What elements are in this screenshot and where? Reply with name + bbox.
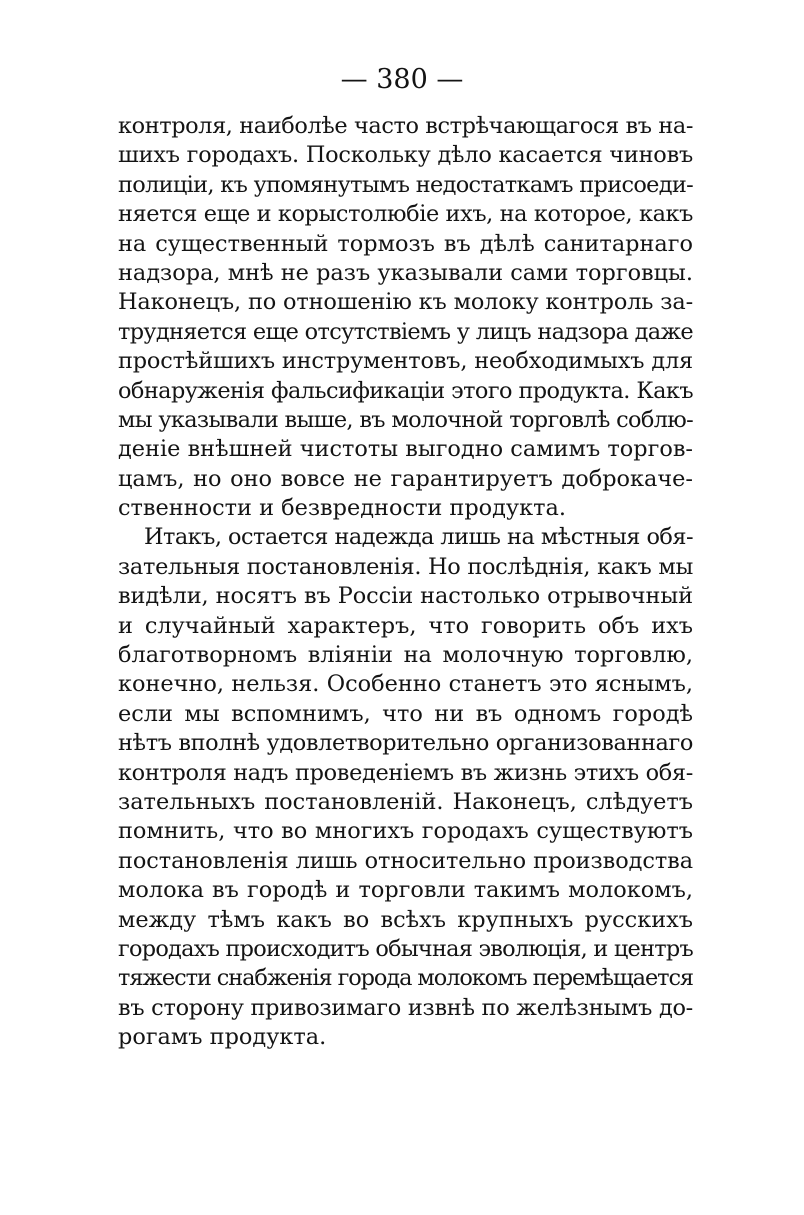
text-line: няется еще и корыстолюбіе ихъ, на которое, какъ xyxy=(118,201,693,228)
text-line: постановленія лишь относительно производства xyxy=(118,847,693,874)
text-line: контроля, наиболѣе часто встрѣчающагося въ на- xyxy=(118,113,693,139)
text-line: если мы вспомнимъ, что ни въ одномъ городѣ xyxy=(118,700,693,727)
text-line: между тѣмъ какъ во всѣхъ крупныхъ русскихъ xyxy=(118,906,693,933)
text-line: помнить, что во многихъ городахъ существуютъ xyxy=(118,818,693,845)
text-line: обнаруженія фальсификаціи этого продукта. Какъ xyxy=(118,377,693,404)
text-line: ственности и безвредности продукта. xyxy=(118,495,566,522)
text-line: на существенный тормозъ въ дѣлѣ санитарнаго xyxy=(118,230,693,257)
text-line: контроля надъ проведеніемъ въ жизнь этихъ обя- xyxy=(118,759,693,786)
text-line: тяжести снабженія города молокомъ перемѣщается xyxy=(118,965,693,992)
text-line: цамъ, но оно вовсе не гарантируетъ доброкаче- xyxy=(118,465,693,492)
text-line: благотворномъ вліяніи на молочную торговлю, xyxy=(118,642,693,669)
text-line: конечно, нельзя. Особенно станетъ это яснымъ, xyxy=(118,671,693,698)
text-line: зательныя постановленія. Но послѣднія, какъ мы xyxy=(118,553,693,580)
page-number: — 380 — xyxy=(340,64,464,95)
paragraph-2 xyxy=(118,523,693,1052)
body-text xyxy=(118,112,693,1053)
text-line: городахъ происходитъ обычная эволюція, и центръ xyxy=(118,935,693,962)
text-line: полиціи, къ упомянутымъ недостаткамъ присоеди- xyxy=(118,171,693,198)
text-line: надзора, мнѣ не разъ указывали сами торговцы. xyxy=(118,259,693,286)
text-line: видѣли, носятъ въ Россіи настолько отрывочный xyxy=(118,583,693,610)
text-line: Наконецъ, по отношенію къ молоку контроль за- xyxy=(118,289,693,316)
text-line: молока въ городѣ и торговли такимъ молокомъ, xyxy=(118,877,693,904)
text-line: въ сторону привозимаго извнѣ по желѣзнымъ до- xyxy=(118,994,693,1021)
text-line: рогамъ продукта. xyxy=(118,1024,327,1051)
text-line: простѣйшихъ инструментовъ, необходимыхъ для xyxy=(118,348,693,375)
paragraph-1 xyxy=(118,112,693,523)
text-line: нѣтъ вполнѣ удовлетворительно организованнаго xyxy=(118,730,693,757)
text-line: зательныхъ постановленій. Наконецъ, слѣдуетъ xyxy=(118,788,693,815)
text-line: мы указывали выше, въ молочной торговлѣ соблю- xyxy=(118,406,693,433)
text-line: шихъ городахъ. Поскольку дѣло касается чиновъ xyxy=(118,142,693,169)
text-line: трудняется еще отсутствіемъ у лицъ надзора даже xyxy=(118,318,693,345)
text-line: деніе внѣшней чистоты выгодно самимъ торгов- xyxy=(118,436,693,463)
text-line: и случайный характеръ, что говорить объ ихъ xyxy=(118,612,693,639)
text-line: Итакъ, остается надежда лишь на мѣстныя обя- xyxy=(144,524,693,551)
